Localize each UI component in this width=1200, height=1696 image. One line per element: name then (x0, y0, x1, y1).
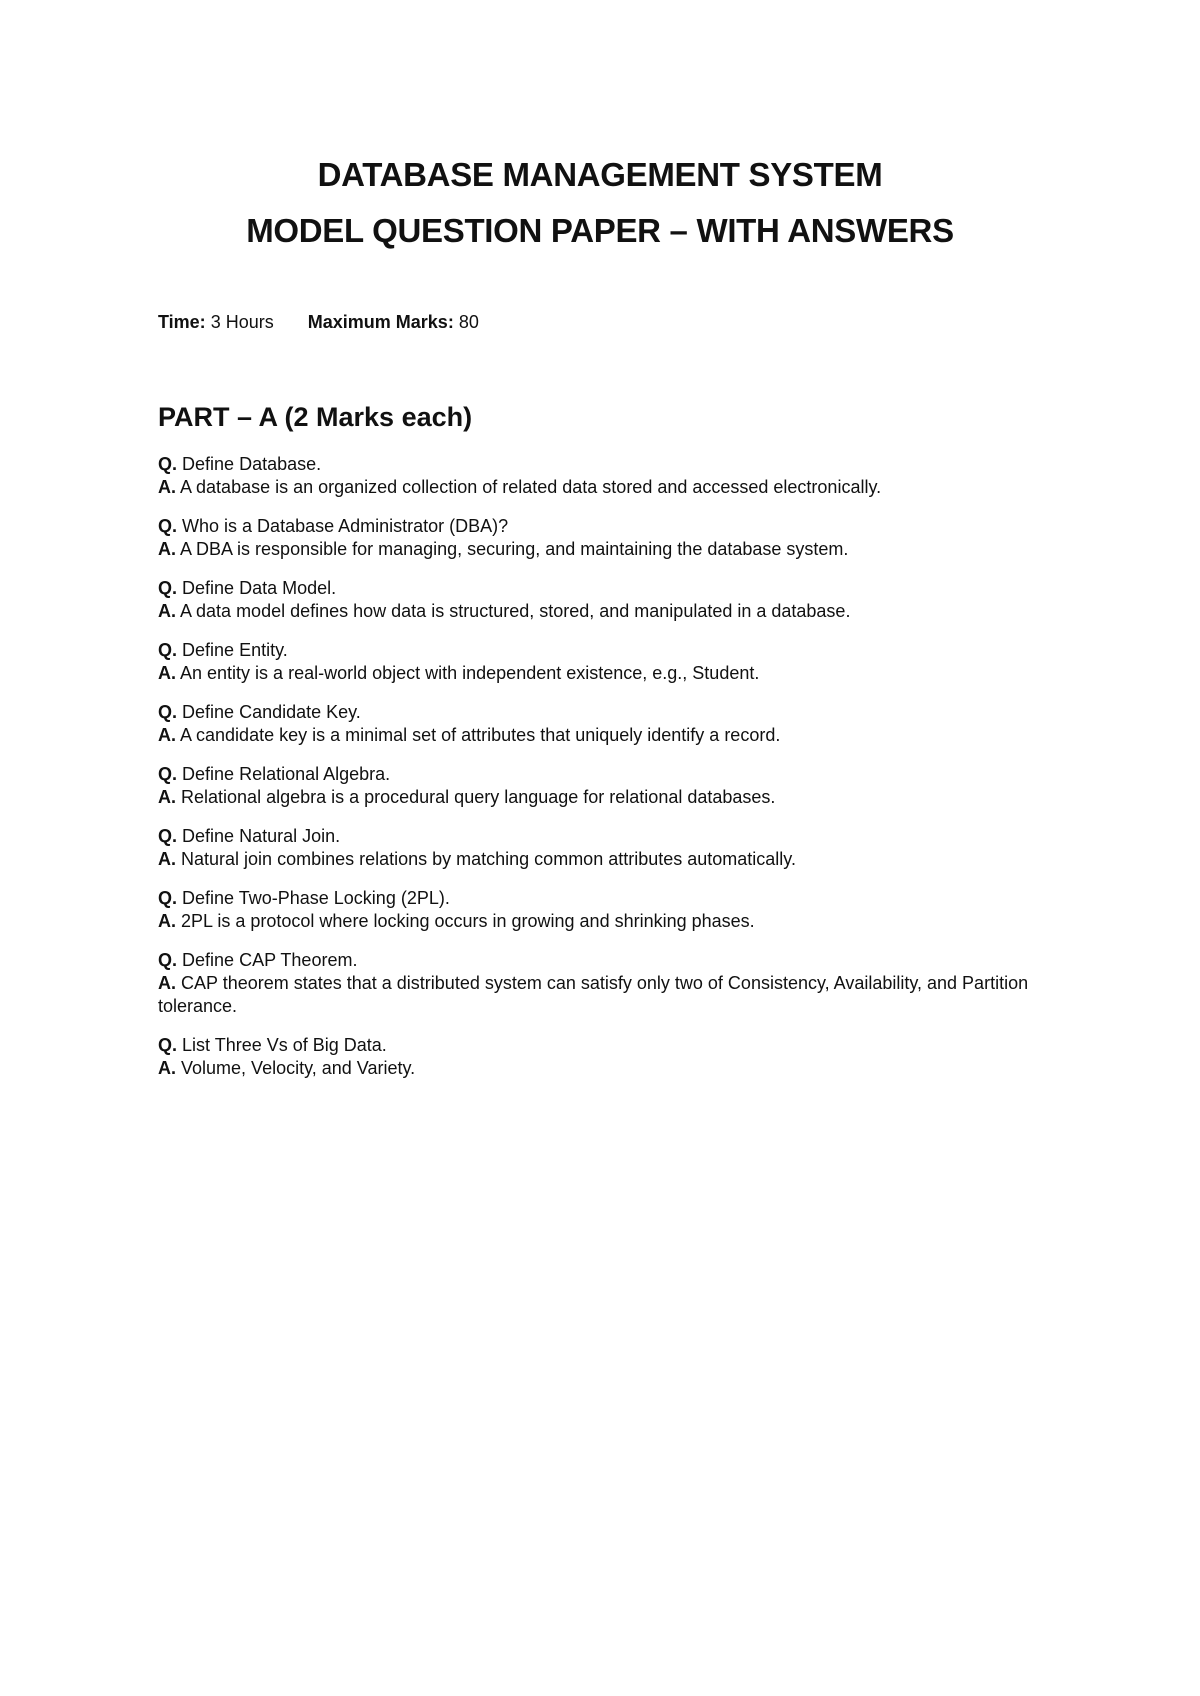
answer-prefix: A. (158, 725, 176, 745)
question-text: Define Two-Phase Locking (2PL). (182, 888, 450, 908)
question (158, 949, 1038, 972)
qa-item (158, 887, 1038, 933)
answer (158, 600, 1038, 623)
answer-text: 2PL is a protocol where locking occurs in growing and shrinking phases. (181, 911, 755, 931)
qa-item (158, 949, 1038, 1018)
qa-list (158, 453, 1038, 1096)
question-text: Define CAP Theorem. (182, 950, 358, 970)
answer-prefix: A. (158, 973, 176, 993)
time-label: Time: (158, 312, 206, 332)
question-text: Define Candidate Key. (182, 702, 361, 722)
qa-item (158, 515, 1038, 561)
section-heading: PART – A (2 Marks each) (158, 402, 473, 432)
qa-item (158, 577, 1038, 623)
answer (158, 1057, 1038, 1080)
answer-text: Volume, Velocity, and Variety. (181, 1058, 416, 1078)
answer (158, 848, 1038, 871)
question-text: Define Data Model. (182, 578, 337, 598)
question-text: Define Entity. (182, 640, 288, 660)
answer-prefix: A. (158, 911, 176, 931)
question-text: Define Database. (182, 454, 322, 474)
question-prefix: Q. (158, 578, 178, 598)
document-title: DATABASE MANAGEMENT SYSTEM (317, 156, 883, 193)
question (158, 701, 1038, 724)
question-text: Who is a Database Administrator (DBA)? (182, 516, 509, 536)
question-text: Define Natural Join. (182, 826, 341, 846)
answer-text: An entity is a real-world object with independent existence, e.g., Student. (180, 663, 760, 683)
qa-item (158, 825, 1038, 871)
qa-item (158, 1034, 1038, 1080)
answer-prefix: A. (158, 787, 176, 807)
question (158, 453, 1038, 476)
question-prefix: Q. (158, 950, 178, 970)
question (158, 763, 1038, 786)
question (158, 577, 1038, 600)
answer-text: A data model defines how data is structured, stored, and manipulated in a database. (180, 601, 851, 621)
answer (158, 476, 1038, 499)
question (158, 887, 1038, 910)
answer-text: Natural join combines relations by matching common attributes automatically. (181, 849, 796, 869)
qa-item (158, 701, 1038, 747)
qa-item (158, 763, 1038, 809)
answer-text: CAP theorem states that a distributed system can satisfy only two of Consistency, Availability, and Partition tolerance. (158, 973, 1029, 1016)
question-prefix: Q. (158, 516, 178, 536)
question (158, 639, 1038, 662)
question-prefix: Q. (158, 764, 178, 784)
answer-prefix: A. (158, 601, 176, 621)
max-marks-label: Maximum Marks: (307, 312, 454, 332)
answer-text: A DBA is responsible for managing, securing, and maintaining the database system. (180, 539, 849, 559)
exam-meta (158, 311, 479, 333)
answer-text: A candidate key is a minimal set of attributes that uniquely identify a record. (180, 725, 781, 745)
question (158, 1034, 1038, 1057)
answer (158, 724, 1038, 747)
answer-prefix: A. (158, 477, 176, 497)
qa-item (158, 639, 1038, 685)
max-marks-value: 80 (458, 312, 479, 332)
answer (158, 662, 1038, 685)
answer (158, 910, 1038, 933)
question-prefix: Q. (158, 826, 178, 846)
answer (158, 538, 1038, 561)
answer-text: Relational algebra is a procedural query language for relational databases. (181, 787, 776, 807)
question (158, 825, 1038, 848)
question-text: Define Relational Algebra. (182, 764, 391, 784)
title-block (0, 155, 1200, 251)
answer (158, 786, 1038, 809)
answer-text: A database is an organized collection of related data stored and accessed electronically. (180, 477, 882, 497)
answer-prefix: A. (158, 663, 176, 683)
question-prefix: Q. (158, 702, 178, 722)
answer-prefix: A. (158, 539, 176, 559)
time-value: 3 Hours (210, 312, 274, 332)
answer (158, 972, 1038, 1018)
question-prefix: Q. (158, 454, 178, 474)
question-prefix: Q. (158, 888, 178, 908)
question-prefix: Q. (158, 1035, 178, 1055)
question-text: List Three Vs of Big Data. (182, 1035, 387, 1055)
question (158, 515, 1038, 538)
qa-item (158, 453, 1038, 499)
question-prefix: Q. (158, 640, 178, 660)
answer-prefix: A. (158, 1058, 176, 1078)
answer-prefix: A. (158, 849, 176, 869)
document-subtitle: MODEL QUESTION PAPER – WITH ANSWERS (246, 212, 954, 249)
